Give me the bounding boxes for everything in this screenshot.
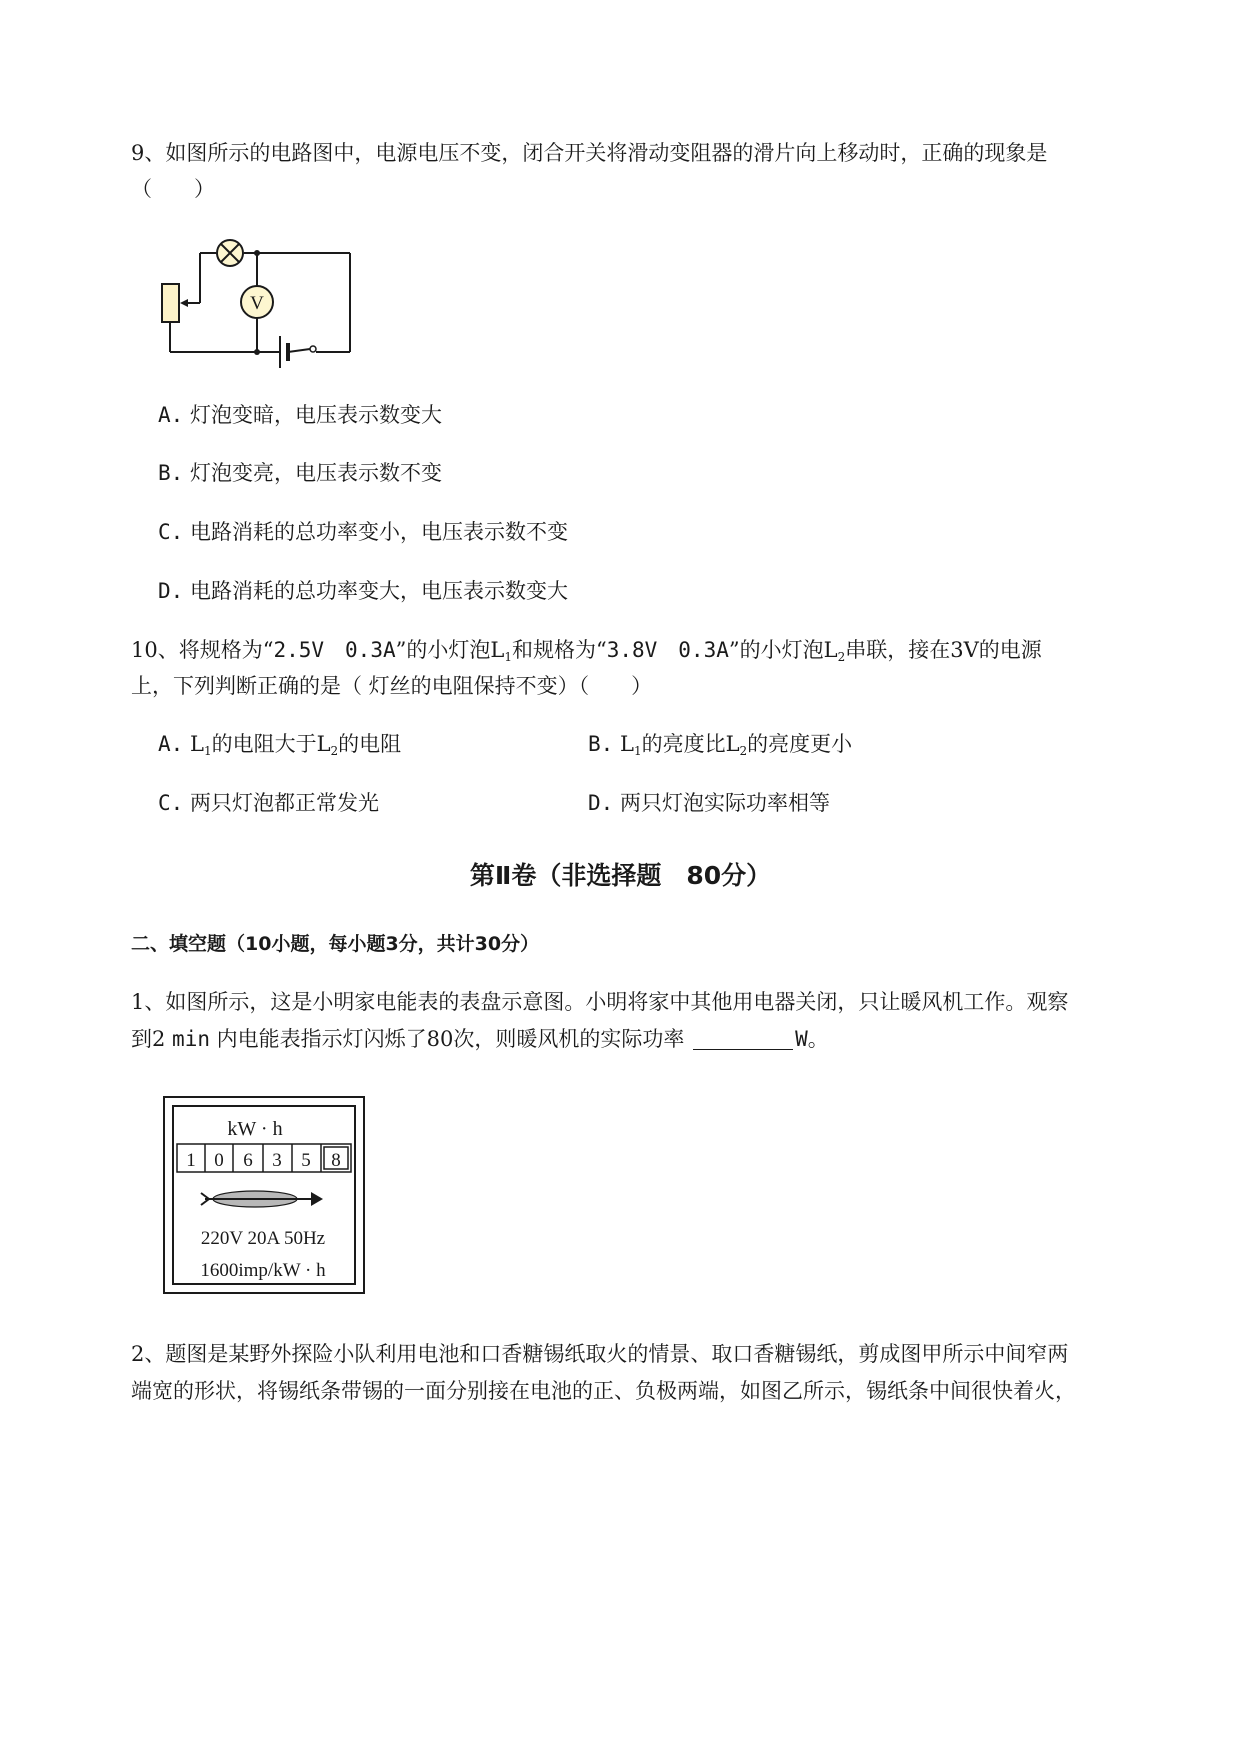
q9-option-b[interactable]: B. 灯泡变亮，电压表示数不变	[158, 461, 442, 485]
switch-contact-icon	[310, 346, 316, 352]
meter-digit-window	[177, 1144, 351, 1172]
meter-rating: 220V 20A 50Hz	[200, 1228, 326, 1249]
fill2-stem-line2: 端宽的形状，将锡纸条带锡的一面分别接在电池的正、负极两端，如图乙所示，锡纸条中间很快着火，	[131, 1379, 1076, 1403]
rheostat-symbol	[162, 284, 179, 322]
answer-blank[interactable]	[693, 1027, 793, 1050]
battery-symbol	[280, 336, 288, 368]
lamp-symbol	[217, 240, 243, 266]
q9-option-c[interactable]: C. 电路消耗的总功率变小，电压表示数不变	[158, 520, 568, 544]
q9-stem-line2: （ ）	[131, 177, 215, 201]
meter-digit: 6	[243, 1150, 253, 1171]
q10-option-c[interactable]: C. 两只灯泡都正常发光	[158, 791, 379, 815]
q10-option-d[interactable]: D. 两只灯泡实际功率相等	[588, 791, 830, 815]
voltmeter-label: V	[250, 293, 264, 314]
q9-option-a[interactable]: A. 灯泡变暗，电压表示数变大	[158, 403, 442, 427]
slider-arrow-icon	[180, 299, 188, 307]
q9-circuit-diagram	[150, 230, 370, 375]
q9-stem-line1: 9、如图所示的电路图中，电源电压不变，闭合开关将滑动变阻器的滑片向上移动时，正确的现象是	[131, 141, 1048, 165]
q10-option-a[interactable]: A. $L_1$的电阻大于$L_2$的电阻	[158, 732, 402, 758]
meter-constant: 1600imp/kW · h	[200, 1260, 326, 1281]
voltmeter-symbol	[241, 286, 273, 318]
meter-digit: 8	[331, 1150, 341, 1171]
meter-digit: 0	[214, 1150, 224, 1171]
section2-heading: 二、填空题（10小题，每小题3分，共计30分）	[131, 933, 540, 955]
fill1-stem-line2: 到2 min 内电能表指示灯闪烁了80次，则暖风机的实际功率 W。	[131, 1027, 829, 1051]
fill1-stem-line1: 1、如图所示，这是小明家电能表的表盘示意图。小明将家中其他用电器关闭，只让暖风机工作。观察	[131, 990, 1069, 1014]
energy-meter-diagram	[163, 1096, 365, 1294]
q10-option-b[interactable]: B. $L_1$的亮度比$L_2$的亮度更小	[588, 732, 853, 758]
meter-digit: 3	[272, 1150, 282, 1171]
meter-unit: kW · h	[227, 1118, 283, 1140]
q10-stem-line2: 上，下列判断正确的是（ 灯丝的电阻保持不变）（ ）	[131, 674, 653, 698]
fill2-stem-line1: 2、题图是某野外探险小队利用电池和口香糖锡纸取火的情景、取口香糖锡纸，剪成图甲所示中间窄两	[131, 1342, 1069, 1366]
meter-digit: 5	[301, 1150, 311, 1171]
q9-option-d[interactable]: D. 电路消耗的总功率变大，电压表示数变大	[158, 579, 568, 603]
meter-digit: 1	[186, 1150, 196, 1171]
q10-stem-line1: 10、将规格为“2.5V 0.3A”的小灯泡$L_1$和规格为“3.8V 0.3A”的小灯泡$L_2$串联，接在3V的电源	[131, 638, 1042, 664]
part2-title: 第Ⅱ卷（非选择题 80分）	[469, 861, 772, 890]
